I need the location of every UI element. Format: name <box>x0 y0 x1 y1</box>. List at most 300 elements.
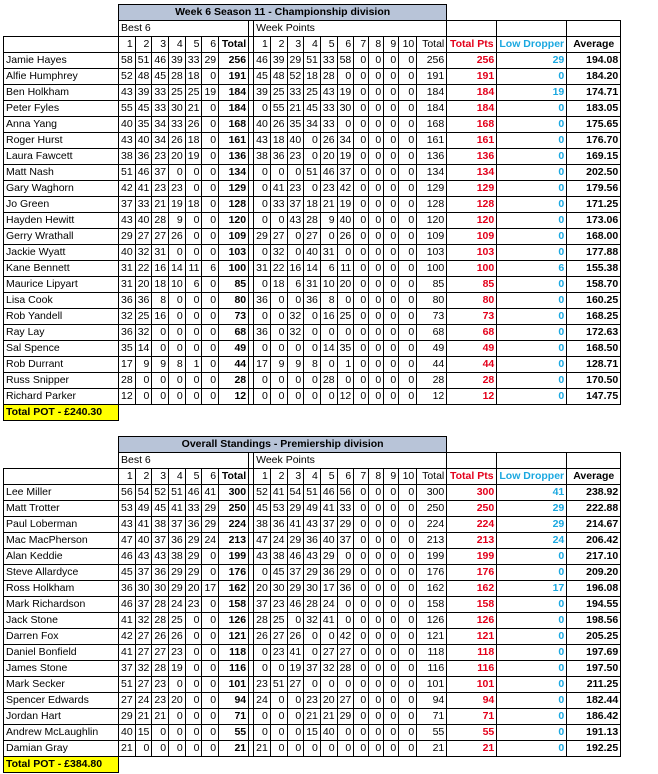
week-score: 0 <box>254 197 271 213</box>
best-score: 29 <box>185 565 202 581</box>
week-score: 0 <box>369 389 384 405</box>
blank-cell <box>4 453 119 469</box>
best-total: 73 <box>219 309 249 325</box>
table-row <box>4 85 621 101</box>
week-score: 37 <box>287 197 304 213</box>
best-score: 27 <box>135 629 152 645</box>
best-score: 0 <box>202 645 219 661</box>
week-score: 0 <box>354 213 369 229</box>
blank-cell <box>152 757 169 773</box>
table-row <box>4 501 621 517</box>
week-total: 49 <box>417 341 447 357</box>
average: 194.08 <box>567 53 621 69</box>
week-score: 14 <box>304 261 321 277</box>
week-score: 0 <box>254 277 271 293</box>
week-total: 213 <box>417 533 447 549</box>
best-score: 29 <box>185 549 202 565</box>
week-points-header: Week Points <box>254 453 447 469</box>
best-score: 41 <box>135 181 152 197</box>
week-score: 0 <box>270 325 287 341</box>
blank-cell <box>447 5 497 21</box>
week-col-header: 3 <box>287 469 304 485</box>
best-col-header: 2 <box>135 37 152 53</box>
week-score: 0 <box>384 213 399 229</box>
week-total: 134 <box>417 165 447 181</box>
week-score: 0 <box>384 165 399 181</box>
week-score: 34 <box>337 133 354 149</box>
best-score: 36 <box>185 517 202 533</box>
best-score: 27 <box>135 229 152 245</box>
week-score: 0 <box>270 373 287 389</box>
best-score: 0 <box>202 613 219 629</box>
week-col-header: 9 <box>384 469 399 485</box>
week-score: 27 <box>337 693 354 709</box>
player-name: Alan Keddie <box>4 549 119 565</box>
week-score: 0 <box>384 85 399 101</box>
week-score: 25 <box>270 613 287 629</box>
best-score: 0 <box>202 245 219 261</box>
week-score: 25 <box>304 85 321 101</box>
week-score: 0 <box>304 629 321 645</box>
average: 172.63 <box>567 325 621 341</box>
week-score: 0 <box>399 133 417 149</box>
best-score: 27 <box>152 645 169 661</box>
week-score: 20 <box>337 277 354 293</box>
week-score: 32 <box>287 325 304 341</box>
week-score: 0 <box>384 149 399 165</box>
best-score: 26 <box>152 629 169 645</box>
week-score: 18 <box>304 69 321 85</box>
week-score: 0 <box>254 341 271 357</box>
player-name: Steve Allardyce <box>4 565 119 581</box>
best-score: 16 <box>152 309 169 325</box>
total-pts: 71 <box>447 709 497 725</box>
total-pts: 162 <box>447 581 497 597</box>
week-total: 184 <box>417 101 447 117</box>
week-score: 0 <box>399 197 417 213</box>
player-name: Jack Stone <box>4 613 119 629</box>
best-score: 38 <box>169 549 186 565</box>
week-score: 0 <box>399 69 417 85</box>
best-score: 0 <box>202 677 219 693</box>
best-score: 21 <box>119 741 136 757</box>
best-score: 31 <box>119 261 136 277</box>
week-score: 0 <box>287 741 304 757</box>
average: 197.50 <box>567 661 621 677</box>
week-score: 0 <box>399 101 417 117</box>
total-pts: 68 <box>447 325 497 341</box>
table-row <box>4 117 621 133</box>
week-score: 0 <box>354 277 369 293</box>
low-dropper: 0 <box>497 69 567 85</box>
best-score: 18 <box>185 69 202 85</box>
best-score: 53 <box>119 501 136 517</box>
player-name: Rob Yandell <box>4 309 119 325</box>
blank-cell <box>497 437 567 453</box>
title-row <box>4 5 621 21</box>
week-total: 100 <box>417 261 447 277</box>
week-score: 23 <box>270 597 287 613</box>
blank-cell <box>447 437 497 453</box>
best-score: 28 <box>169 69 186 85</box>
week-score: 0 <box>384 629 399 645</box>
week-score: 0 <box>254 661 271 677</box>
week-score: 0 <box>270 165 287 181</box>
week-score: 29 <box>304 565 321 581</box>
week-score: 0 <box>254 309 271 325</box>
week-score: 0 <box>384 277 399 293</box>
best-score: 47 <box>119 533 136 549</box>
week-total: 158 <box>417 597 447 613</box>
blank-cell <box>270 405 287 421</box>
week-score: 20 <box>320 693 337 709</box>
total-pts: 73 <box>447 309 497 325</box>
week-score: 0 <box>354 549 369 565</box>
week-col-header: 5 <box>320 37 337 53</box>
table-row <box>4 629 621 645</box>
blank-cell <box>304 405 321 421</box>
best-score: 30 <box>169 101 186 117</box>
week-score: 0 <box>354 101 369 117</box>
week-score: 0 <box>287 373 304 389</box>
low-dropper: 29 <box>497 501 567 517</box>
week-score: 36 <box>304 293 321 309</box>
week-score: 0 <box>369 293 384 309</box>
best-score: 27 <box>135 645 152 661</box>
low-dropper: 0 <box>497 661 567 677</box>
week-score: 0 <box>399 165 417 181</box>
best-col-header: Total <box>219 469 249 485</box>
blank-cell <box>369 405 384 421</box>
best-score: 33 <box>135 197 152 213</box>
player-name: Peter Fyles <box>4 101 119 117</box>
best-score: 1 <box>185 357 202 373</box>
week-score: 29 <box>337 565 354 581</box>
blank-cell <box>320 405 337 421</box>
low-dropper: 0 <box>497 325 567 341</box>
week-score: 0 <box>270 661 287 677</box>
total-pts: 109 <box>447 229 497 245</box>
week-score: 0 <box>270 709 287 725</box>
best-score: 29 <box>202 501 219 517</box>
low-dropper: 0 <box>497 277 567 293</box>
week-score: 31 <box>304 277 321 293</box>
best-score: 0 <box>185 709 202 725</box>
table-row <box>4 693 621 709</box>
total-pts: 224 <box>447 517 497 533</box>
best-score: 36 <box>119 581 136 597</box>
best-score: 32 <box>135 245 152 261</box>
week-score: 17 <box>254 357 271 373</box>
best-score: 20 <box>169 149 186 165</box>
total-pts: 256 <box>447 53 497 69</box>
week-score: 0 <box>320 357 337 373</box>
best-score: 29 <box>202 517 219 533</box>
best-score: 21 <box>135 709 152 725</box>
best-col-header: 1 <box>119 37 136 53</box>
low-dropper: 0 <box>497 165 567 181</box>
week-score: 18 <box>304 197 321 213</box>
week-score: 0 <box>369 117 384 133</box>
average: 168.25 <box>567 309 621 325</box>
week-score: 0 <box>384 709 399 725</box>
blank-cell <box>202 757 219 773</box>
week-score: 19 <box>337 197 354 213</box>
best-score: 23 <box>185 597 202 613</box>
week-total: 12 <box>417 389 447 405</box>
week-score: 9 <box>320 213 337 229</box>
week-total: 126 <box>417 613 447 629</box>
week-score: 40 <box>320 725 337 741</box>
best-score: 0 <box>202 565 219 581</box>
week-total: 224 <box>417 517 447 533</box>
week-col-header: 9 <box>384 37 399 53</box>
best-score: 52 <box>119 69 136 85</box>
week-score: 0 <box>337 373 354 389</box>
week-score: 29 <box>287 53 304 69</box>
week-score: 0 <box>287 293 304 309</box>
low-dropper: 0 <box>497 197 567 213</box>
best-score: 0 <box>202 197 219 213</box>
player-name: Lee Miller <box>4 485 119 501</box>
week-score: 0 <box>354 597 369 613</box>
player-name: Damian Gray <box>4 741 119 757</box>
blank-cell <box>384 405 399 421</box>
table-row <box>4 533 621 549</box>
best-score: 31 <box>119 277 136 293</box>
best-score: 0 <box>135 373 152 389</box>
week-score: 43 <box>254 133 271 149</box>
best-score: 18 <box>185 133 202 149</box>
week-score: 0 <box>384 677 399 693</box>
best-score: 40 <box>135 213 152 229</box>
week-score: 39 <box>254 85 271 101</box>
best-score: 28 <box>119 373 136 389</box>
best-score: 8 <box>152 293 169 309</box>
best-total: 68 <box>219 325 249 341</box>
week-score: 33 <box>337 501 354 517</box>
table-row <box>4 213 621 229</box>
week-score: 42 <box>337 181 354 197</box>
best-score: 34 <box>152 133 169 149</box>
best-score: 0 <box>185 741 202 757</box>
week-score: 32 <box>304 613 321 629</box>
week-col-header: 4 <box>304 469 321 485</box>
week-score: 0 <box>354 629 369 645</box>
low-dropper: 0 <box>497 309 567 325</box>
blank-cell <box>497 21 567 37</box>
week-score: 0 <box>399 293 417 309</box>
week-score: 0 <box>384 357 399 373</box>
week-score: 25 <box>270 85 287 101</box>
week-score: 40 <box>320 533 337 549</box>
week-score: 0 <box>384 565 399 581</box>
week-score: 37 <box>304 661 321 677</box>
week-score: 0 <box>369 501 384 517</box>
week-score: 0 <box>369 53 384 69</box>
table-row <box>4 549 621 565</box>
week-score: 47 <box>254 533 271 549</box>
week-score: 43 <box>320 85 337 101</box>
week-score: 0 <box>354 645 369 661</box>
best-score: 0 <box>202 101 219 117</box>
low-dropper: 0 <box>497 693 567 709</box>
best-score: 19 <box>185 149 202 165</box>
best-total: 28 <box>219 373 249 389</box>
average: 168.00 <box>567 229 621 245</box>
best-score: 40 <box>135 133 152 149</box>
average: 214.67 <box>567 517 621 533</box>
best-score: 51 <box>119 677 136 693</box>
week-score: 0 <box>337 725 354 741</box>
player-name: Jordan Hart <box>4 709 119 725</box>
week-score: 0 <box>384 117 399 133</box>
week-score: 0 <box>369 149 384 165</box>
best-score: 0 <box>185 645 202 661</box>
week-total: 109 <box>417 229 447 245</box>
total-pts: 184 <box>447 101 497 117</box>
best-col-header: 6 <box>202 469 219 485</box>
week-score: 0 <box>337 741 354 757</box>
week-score: 36 <box>304 533 321 549</box>
player-name: Roger Hurst <box>4 133 119 149</box>
low-dropper: 0 <box>497 229 567 245</box>
low-dropper: 0 <box>497 597 567 613</box>
total-pts: 116 <box>447 661 497 677</box>
best-score: 32 <box>135 613 152 629</box>
week-score: 0 <box>254 645 271 661</box>
best-score: 0 <box>202 725 219 741</box>
week-score: 9 <box>287 357 304 373</box>
week-score: 36 <box>270 517 287 533</box>
week-score: 0 <box>369 277 384 293</box>
best-total: 126 <box>219 613 249 629</box>
best-score: 0 <box>185 661 202 677</box>
best-score: 27 <box>135 677 152 693</box>
player-name: Lisa Cook <box>4 293 119 309</box>
best-score: 28 <box>152 213 169 229</box>
blank-cell <box>337 405 354 421</box>
low-dropper: 0 <box>497 629 567 645</box>
best-score: 0 <box>152 741 169 757</box>
week-col-header: Total <box>417 37 447 53</box>
best-score: 16 <box>152 261 169 277</box>
player-name: Mark Richardson <box>4 597 119 613</box>
best-score: 23 <box>152 677 169 693</box>
best-score: 0 <box>185 613 202 629</box>
low-dropper: 6 <box>497 261 567 277</box>
player-name: Laura Fawcett <box>4 149 119 165</box>
week-score: 0 <box>399 277 417 293</box>
week-score: 0 <box>320 325 337 341</box>
week-score: 36 <box>254 293 271 309</box>
best-score: 0 <box>185 213 202 229</box>
best-score: 51 <box>119 165 136 181</box>
player-name: Gerry Wrathall <box>4 229 119 245</box>
best-score: 49 <box>135 501 152 517</box>
week-score: 0 <box>304 741 321 757</box>
best-col-header: 4 <box>169 469 186 485</box>
player-name: Ben Holkham <box>4 85 119 101</box>
total-pot: Total POT - £384.80 <box>4 757 119 773</box>
week-score: 0 <box>254 725 271 741</box>
best-score: 43 <box>119 213 136 229</box>
blank-cell <box>119 757 136 773</box>
week-score: 43 <box>254 549 271 565</box>
week-score: 0 <box>399 693 417 709</box>
best-score: 31 <box>152 245 169 261</box>
average: 155.38 <box>567 261 621 277</box>
best-score: 0 <box>185 245 202 261</box>
best-score: 26 <box>169 629 186 645</box>
week-score: 0 <box>354 613 369 629</box>
best-score: 41 <box>169 501 186 517</box>
week-score: 32 <box>320 661 337 677</box>
best-total: 109 <box>219 229 249 245</box>
average: 222.88 <box>567 501 621 517</box>
week-score: 0 <box>399 597 417 613</box>
blank-cell <box>417 757 447 773</box>
week-score: 0 <box>384 373 399 389</box>
best-score: 30 <box>135 581 152 597</box>
table-row <box>4 149 621 165</box>
best-total: 101 <box>219 677 249 693</box>
week-score: 0 <box>384 389 399 405</box>
average: 183.05 <box>567 101 621 117</box>
week-score: 0 <box>254 101 271 117</box>
week-score: 8 <box>320 293 337 309</box>
best-score: 37 <box>135 565 152 581</box>
best-score: 0 <box>152 389 169 405</box>
best-score: 0 <box>185 181 202 197</box>
average: 128.71 <box>567 357 621 373</box>
week-score: 0 <box>354 69 369 85</box>
week-total: 129 <box>417 181 447 197</box>
week-col-header: 8 <box>369 37 384 53</box>
week-score: 40 <box>337 213 354 229</box>
blank-cell <box>287 405 304 421</box>
week-score: 26 <box>270 117 287 133</box>
week-score: 0 <box>354 565 369 581</box>
table-row <box>4 613 621 629</box>
blank-cell <box>497 5 567 21</box>
best-total: 129 <box>219 181 249 197</box>
player-name: Sal Spence <box>4 341 119 357</box>
week-score: 14 <box>320 341 337 357</box>
low-dropper: 0 <box>497 357 567 373</box>
best-col-header: 3 <box>152 37 169 53</box>
week-score: 0 <box>354 85 369 101</box>
total-pts: 49 <box>447 341 497 357</box>
week-score: 0 <box>270 309 287 325</box>
best-score: 29 <box>202 53 219 69</box>
week-col-header: 8 <box>369 469 384 485</box>
week-score: 22 <box>270 261 287 277</box>
average: 206.42 <box>567 533 621 549</box>
week-score: 0 <box>287 693 304 709</box>
best-score: 10 <box>169 277 186 293</box>
player-name: Alfie Humphrey <box>4 69 119 85</box>
week-score: 29 <box>287 581 304 597</box>
week-score: 0 <box>399 309 417 325</box>
week-score: 29 <box>254 229 271 245</box>
best-total: 71 <box>219 709 249 725</box>
week-score: 41 <box>320 613 337 629</box>
week-score: 0 <box>354 149 369 165</box>
week-score: 0 <box>354 741 369 757</box>
week-score: 24 <box>254 693 271 709</box>
best-score: 36 <box>169 533 186 549</box>
